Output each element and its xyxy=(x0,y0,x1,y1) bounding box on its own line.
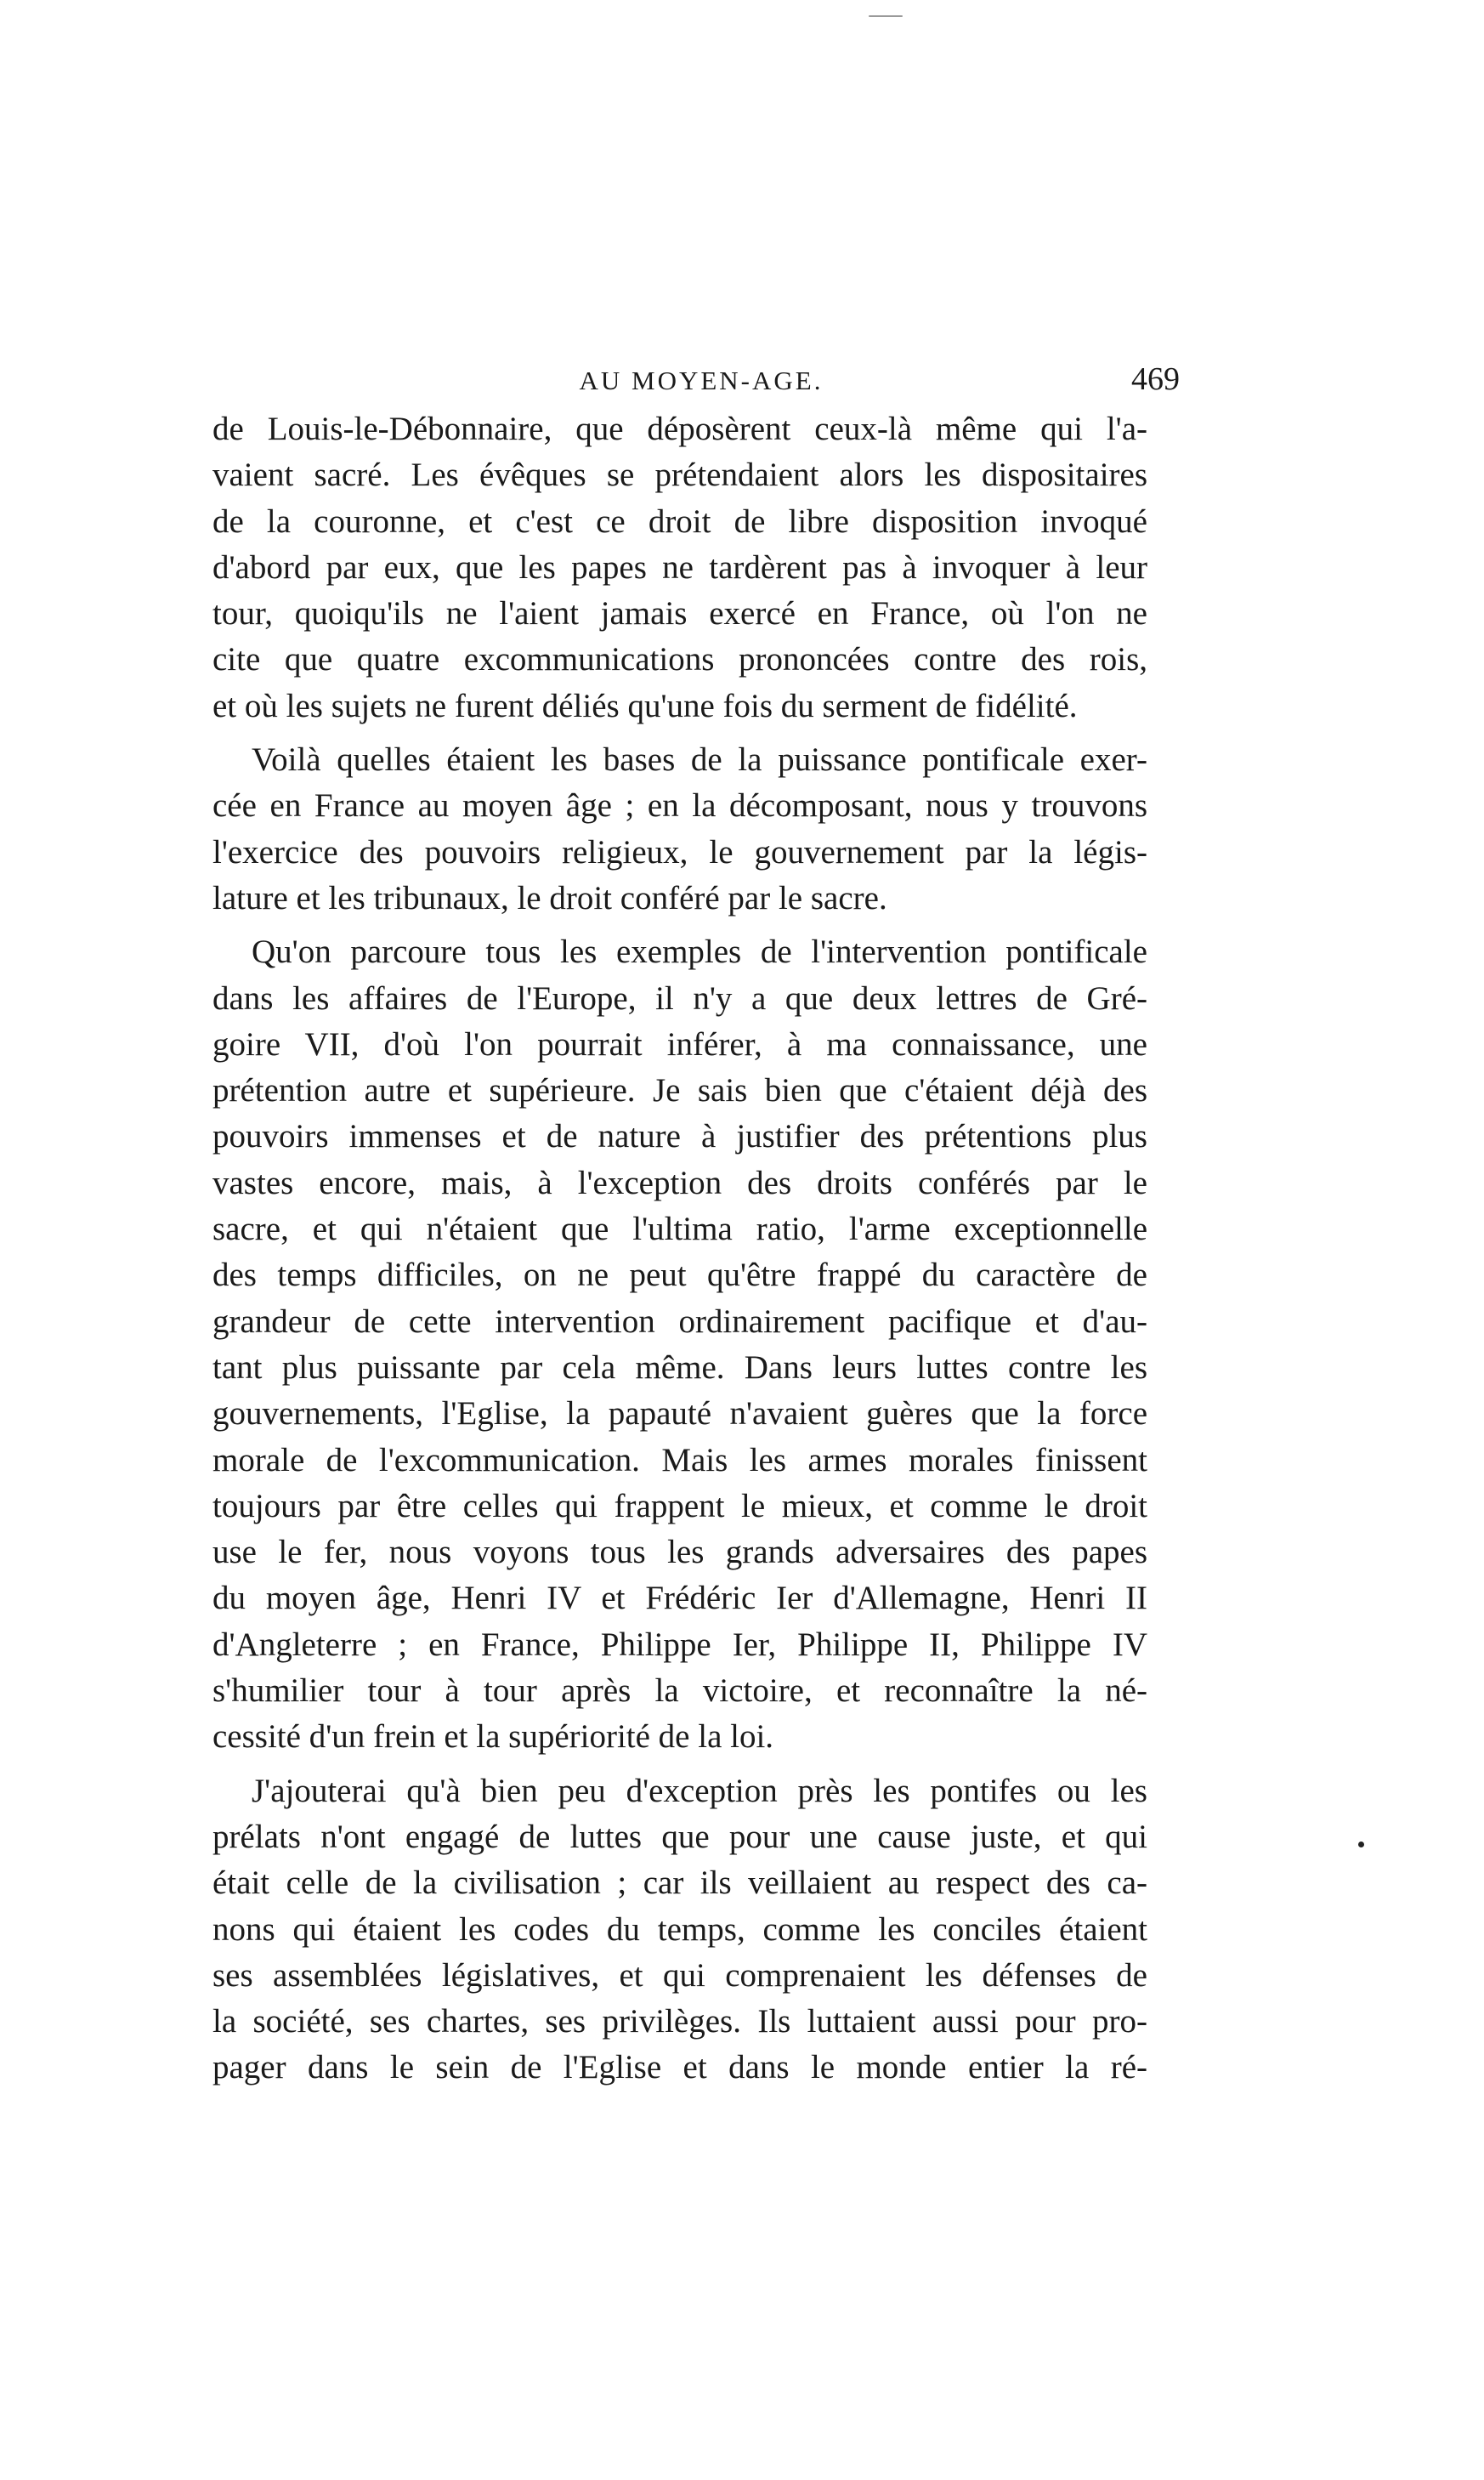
text-line: pouvoirs immenses et de nature à justifier des prétentions plus xyxy=(212,1118,1147,1155)
text-line: Qu'on parcoure tous les exemples de l'intervention pontificale xyxy=(252,934,1147,971)
text-line: s'humilier tour à tour après la victoire, et reconnaître la né- xyxy=(212,1672,1147,1710)
running-title: AU MOYEN-AGE. xyxy=(579,366,824,395)
text-line: de la couronne, et c'est ce droit de libre disposition invoqué xyxy=(212,502,1147,540)
text-line: grandeur de cette intervention ordinairement pacifique et d'au- xyxy=(212,1302,1147,1340)
paragraph-1 xyxy=(212,406,1147,729)
page-number: 469 xyxy=(1131,361,1180,397)
paragraph-3 xyxy=(212,929,1147,1760)
text-line: et où les sujets ne furent déliés qu'une fois du serment de fidélité. xyxy=(212,687,1078,724)
body-text xyxy=(212,406,1147,2091)
text-line: use le fer, nous voyons tous les grands adversaires des papes xyxy=(212,1534,1147,1571)
text-line: prélats n'ont engagé de luttes que pour une cause juste, et qui xyxy=(212,1818,1147,1855)
text-line: pager dans le sein de l'Eglise et dans le monde entier la ré- xyxy=(212,2049,1147,2086)
text-line: goire VII, d'où l'on pourrait inférer, à ma connaissance, une xyxy=(212,1025,1147,1063)
text-line: vaient sacré. Les évêques se prétendaient alors les dispositaires xyxy=(212,457,1147,494)
text-line: l'exercice des pouvoirs religieux, le gouvernement par la légis- xyxy=(212,833,1147,871)
text-line: vastes encore, mais, à l'exception des droits conférés par le xyxy=(212,1164,1147,1201)
text-line: J'ajouterai qu'à bien peu d'exception près les pontifes ou les xyxy=(252,1772,1147,1809)
text-line: la société, ses chartes, ses privilèges. Ils luttaient aussi pour pro- xyxy=(212,2003,1147,2040)
scan-mark xyxy=(869,15,903,17)
text-line: Voilà quelles étaient les bases de la puissance pontificale exer- xyxy=(252,741,1147,779)
text-line: cée en France au moyen âge ; en la décomposant, nous y trouvons xyxy=(212,787,1147,825)
text-line: d'Angleterre ; en France, Philippe Ier, Philippe II, Philippe IV xyxy=(212,1626,1147,1663)
text-line: du moyen âge, Henri IV et Frédéric Ier d'Allemagne, Henri II xyxy=(212,1580,1147,1617)
ink-speck xyxy=(1358,1842,1364,1847)
paragraph-2 xyxy=(212,737,1147,922)
text-line: tant plus puissante par cela même. Dans leurs luttes contre les xyxy=(212,1348,1147,1386)
text-line: lature et les tribunaux, le droit conféré par le sacre. xyxy=(212,879,887,917)
text-line: de Louis-le-Débonnaire, que déposèrent ceux-là même qui l'a- xyxy=(212,411,1147,447)
text-line: cessité d'un frein et la supériorité de la loi. xyxy=(212,1718,774,1756)
text-line: prétention autre et supérieure. Je sais bien que c'étaient déjà des xyxy=(212,1072,1147,1109)
text-line: gouvernements, l'Eglise, la papauté n'avaient guères que la force xyxy=(212,1395,1147,1433)
text-line: sacre, et qui n'étaient que l'ultima ratio, l'arme exceptionnelle xyxy=(212,1211,1147,1248)
text-line: ses assemblées législatives, et qui comprenaient les défenses de xyxy=(212,1956,1147,1994)
text-line: nons qui étaient les codes du temps, comme les conciles étaient xyxy=(212,1910,1147,1948)
text-line: cite que quatre excommunications prononcées contre des rois, xyxy=(212,641,1147,678)
text-line: dans les affaires de l'Europe, il n'y a que deux lettres de Gré- xyxy=(212,979,1147,1017)
text-line: d'abord par eux, que les papes ne tardèrent pas à invoquer à leur xyxy=(212,548,1147,586)
text-line: toujours par être celles qui frappent le mieux, et comme le droit xyxy=(212,1487,1147,1524)
paragraph-4 xyxy=(212,1768,1147,2091)
text-line: tour, quoiqu'ils ne l'aient jamais exercé en France, où l'on ne xyxy=(212,595,1147,633)
text-line: des temps difficiles, on ne peut qu'être frappé du caractère de xyxy=(212,1257,1147,1294)
text-line: morale de l'excommunication. Mais les armes morales finissent xyxy=(212,1441,1147,1478)
running-head xyxy=(212,357,1190,408)
text-line: était celle de la civilisation ; car ils veillaient au respect des ca- xyxy=(212,1864,1147,1902)
